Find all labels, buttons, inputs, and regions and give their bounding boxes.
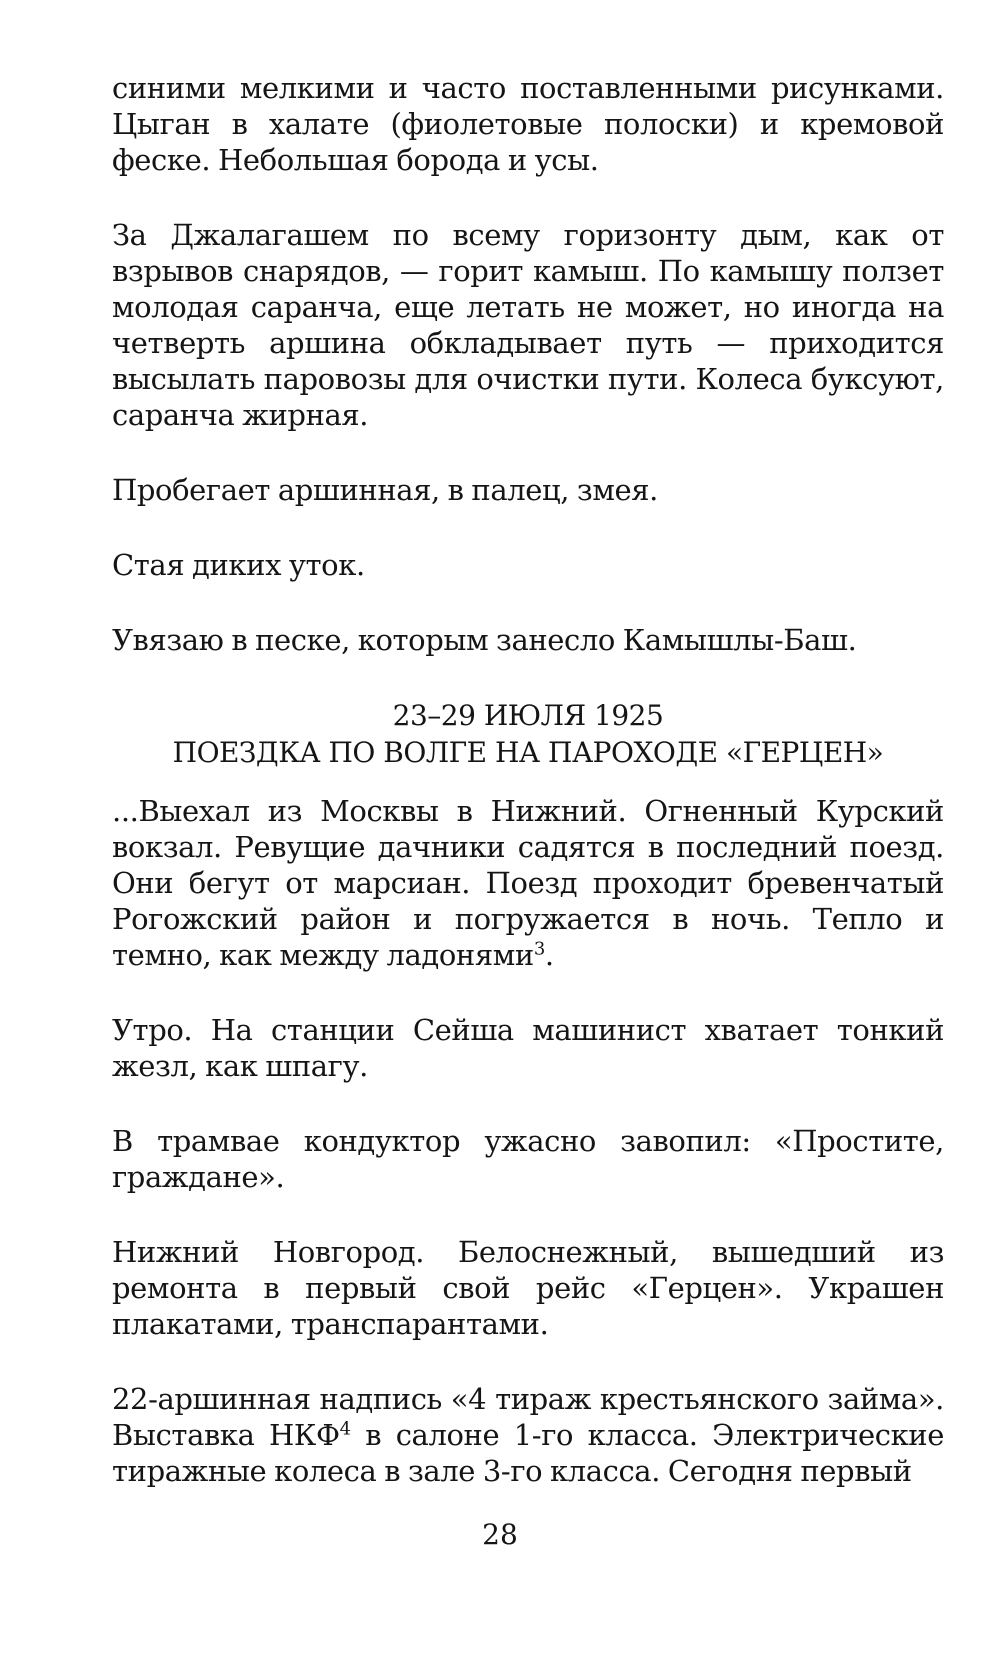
section-date: 23–29 ИЮЛЯ 1925 (392, 699, 664, 732)
paragraph-loan-after: в салоне 1-го класса. Электрические тиражные колеса в зале 3-го класса. Сегодня первый (112, 1418, 944, 1488)
section-title: ПОЕЗДКА ПО ВОЛГЕ НА ПАРОХОДЕ «ГЕРЦЕН» (172, 736, 884, 769)
paragraph-tram: В трамвае кондуктор ужасно завопил: «Простите, граждане». (112, 1124, 944, 1194)
paragraph-moscow-text: ...Выехал из Москвы в Нижний. Огненный Курский вокзал. Ревущие дачники садятся в последний поезд. Они бегут от марсиан. Поезд проходит бревенчатый Рогожский район и погружается в ночь. Тепло и темно, как между ладонями (112, 794, 944, 972)
footnote-marker-4[interactable]: 4 (339, 1418, 351, 1440)
paragraph-gypsy: синими мелкими и часто поставленными рисунками. Цыган в халате (фиолетовые полоски) и кремовой феске. Небольшая борода и усы. (112, 71, 944, 177)
paragraph-moscow-tail: . (544, 938, 554, 972)
book-page-text (112, 70, 944, 1528)
paragraph-nizhny: Нижний Новгород. Белоснежный, вышедший из ремонта в первый свой рейс «Герцен». Украшен плакатами, транспарантами. (112, 1235, 944, 1341)
section-heading (112, 697, 944, 771)
paragraph-snake: Пробегает аршинная, в палец, змея. (112, 473, 658, 507)
footnote-marker-3[interactable]: 3 (533, 938, 545, 960)
page-number: 28 (482, 1518, 518, 1551)
paragraph-loan (112, 1381, 944, 1489)
paragraph-ducks: Стая диких уток. (112, 548, 365, 582)
paragraph-loan-before: 22-аршинная надпись «4 тираж крестьянского займа». Выставка НКФ (112, 1382, 944, 1452)
paragraph-locusts: За Джалагашем по всему горизонту дым, как от взрывов снарядов, — горит камыш. По камышу ползет молодая саранча, еще летать не может, но иногда на четверть аршина обкладывает путь — приходится высылать паровозы для очистки пути. Колеса буксуют, саранча жирная. (112, 218, 944, 432)
paragraph-sand: Увязаю в песке, которым занесло Камышлы-Баш. (112, 623, 857, 657)
paragraph-moscow (112, 793, 944, 973)
paragraph-morning: Утро. На станции Сейша машинист хватает тонкий жезл, как шпагу. (112, 1013, 944, 1083)
